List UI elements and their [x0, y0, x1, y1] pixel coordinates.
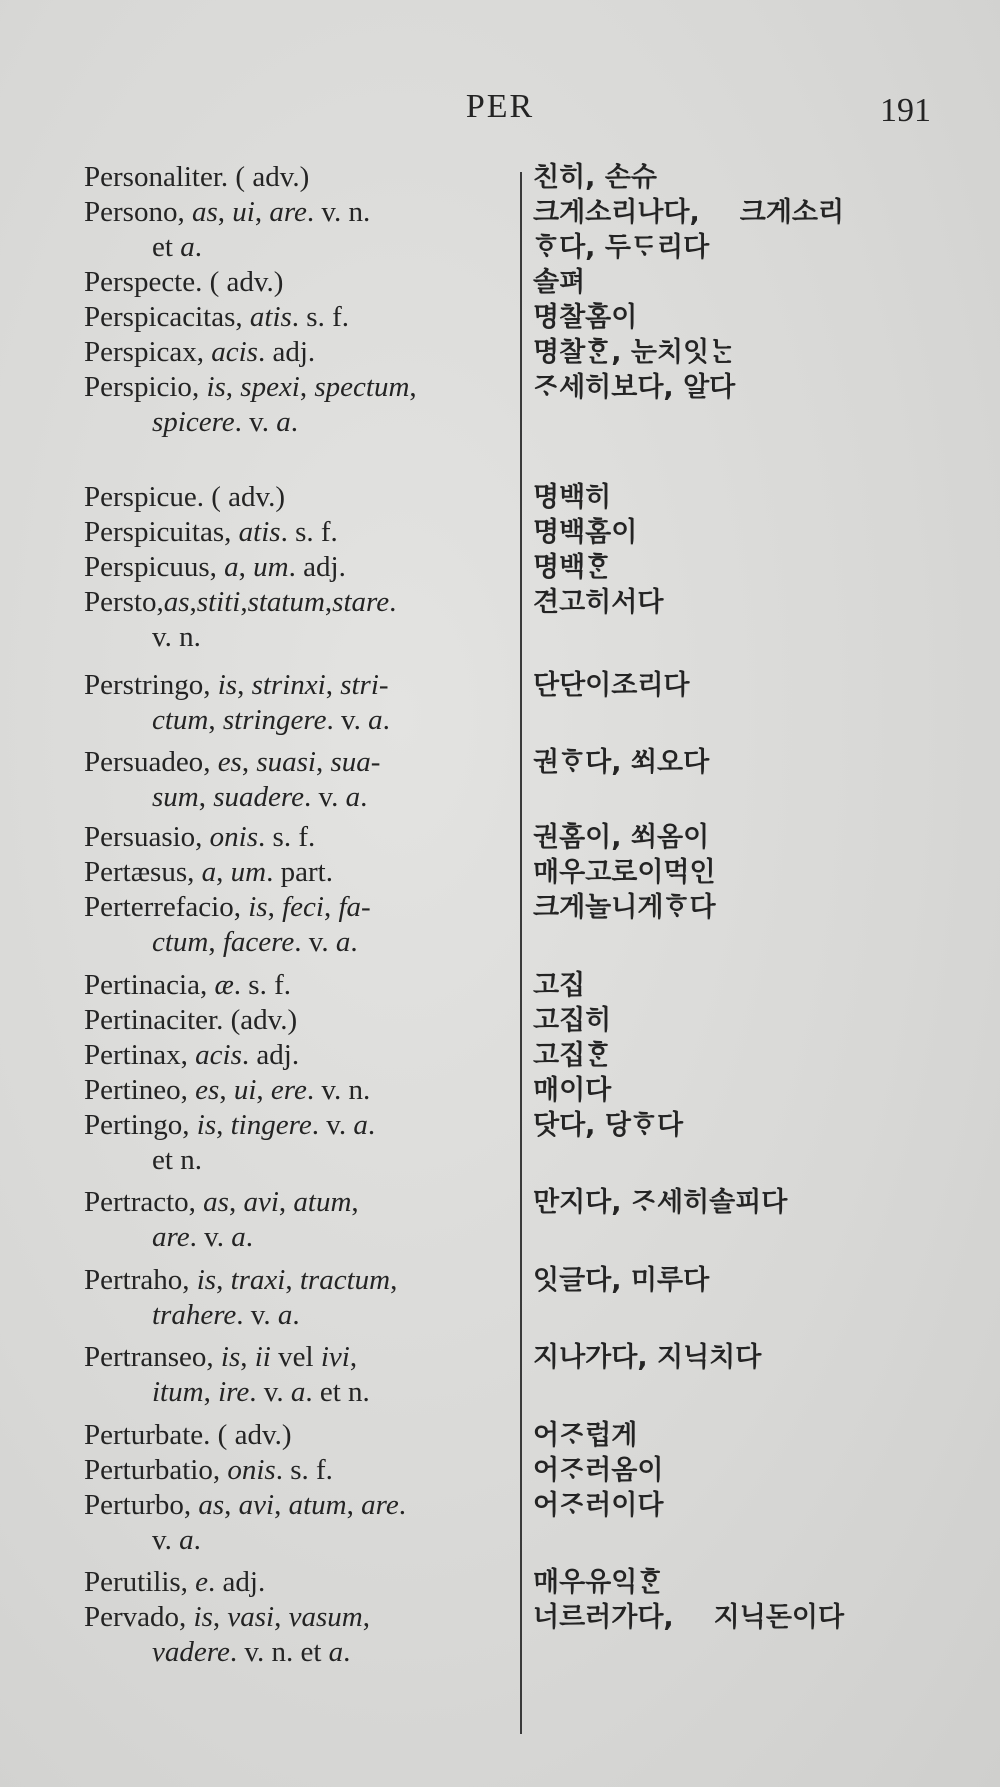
- latin-headword: [84, 855, 514, 890]
- latin-headword: [84, 1038, 514, 1073]
- latin-line: Perutilis, e. adj.: [84, 1566, 266, 1598]
- latin-line: Perterrefacio, is, feci, fa-: [84, 891, 371, 923]
- korean-gloss-text: 지나가다, 지닉치다: [533, 1342, 762, 1373]
- korean-gloss: [533, 820, 973, 855]
- latin-headword: [84, 1108, 514, 1178]
- korean-gloss: [533, 160, 973, 195]
- korean-gloss: [533, 370, 973, 405]
- latin-headword: [84, 195, 514, 265]
- latin-headword: [84, 1488, 514, 1558]
- korean-gloss-text: 어ᄌᆞ럽게: [533, 1420, 638, 1451]
- latin-line: Pertinacia, æ. s. f.: [84, 969, 292, 1001]
- latin-line: Perturbatio, onis. s. f.: [84, 1454, 333, 1486]
- korean-gloss: [533, 1038, 973, 1073]
- korean-gloss-text: 명백히: [533, 482, 612, 513]
- korean-gloss-text: 만지다, ᄌᆞ세히솔피다: [533, 1187, 788, 1218]
- latin-headword: [84, 1263, 514, 1333]
- korean-gloss: [533, 480, 973, 515]
- korean-gloss-text: ᄌᆞ세히보다, 알다: [533, 372, 736, 403]
- latin-headword: [84, 300, 514, 335]
- korean-gloss-text: 크게소리: [739, 197, 845, 228]
- korean-gloss: [533, 550, 973, 585]
- latin-line: Persono, as, ui, are. v. n.: [84, 196, 371, 228]
- korean-gloss: [533, 1185, 973, 1220]
- korean-gloss-text: 매우유익ᄒᆞᆫ: [533, 1567, 664, 1598]
- latin-line: Perspicax, acis. adj.: [84, 336, 316, 368]
- korean-gloss: [533, 1453, 973, 1488]
- korean-gloss-text: 단단이조리다: [533, 670, 690, 701]
- korean-gloss: [533, 968, 973, 1003]
- korean-gloss: [533, 230, 973, 265]
- latin-continuation: et a.: [152, 231, 202, 263]
- korean-gloss: [533, 1565, 973, 1600]
- korean-gloss-text: 어ᄌᆞ러이다: [533, 1490, 664, 1521]
- korean-gloss: [533, 668, 973, 703]
- latin-headword: [84, 1565, 514, 1600]
- latin-headword: [84, 1453, 514, 1488]
- latin-headword: [84, 1073, 514, 1108]
- korean-gloss: [533, 1263, 973, 1298]
- latin-line: Pertinaciter. (adv.): [84, 1004, 298, 1036]
- latin-headword: [84, 745, 514, 815]
- latin-continuation: trahere. v. a.: [152, 1299, 300, 1331]
- latin-continuation: ctum, facere. v. a.: [152, 926, 358, 958]
- korean-gloss-text: 닷다, 당ᄒᆞ다: [533, 1110, 684, 1141]
- latin-headword: [84, 265, 514, 300]
- korean-gloss: [533, 515, 973, 550]
- latin-headword: [84, 890, 514, 960]
- korean-gloss: [533, 890, 973, 925]
- korean-gloss: [533, 1108, 973, 1143]
- latin-headword: [84, 515, 514, 550]
- latin-line: Personaliter. ( adv.): [84, 161, 310, 193]
- korean-gloss-text: 친히, 손슈: [533, 162, 657, 193]
- latin-line: Perspicue. ( adv.): [84, 481, 286, 513]
- column-divider: [520, 172, 522, 1734]
- korean-gloss-text: 명찰홈이: [533, 302, 638, 333]
- korean-gloss: [533, 1003, 973, 1038]
- latin-line: Persuasio, onis. s. f.: [84, 821, 316, 853]
- korean-gloss-text: 지닉돈이다: [713, 1602, 845, 1633]
- latin-continuation: et n.: [152, 1144, 202, 1176]
- korean-gloss: [533, 265, 973, 300]
- latin-line: Pertinax, acis. adj.: [84, 1039, 300, 1071]
- korean-gloss-text: ᄒᆞ다, 두ᄃᆞ리다: [533, 232, 710, 263]
- korean-gloss-text: 고집히: [533, 1005, 612, 1036]
- latin-headword: [84, 668, 514, 738]
- latin-line: Persto,as,stiti,statum,stare.: [84, 586, 397, 618]
- latin-line: Perspecte. ( adv.): [84, 266, 284, 298]
- latin-line: Perturbate. ( adv.): [84, 1419, 292, 1451]
- latin-line: Pertracto, as, avi, atum,: [84, 1186, 359, 1218]
- latin-continuation: ctum, stringere. v. a.: [152, 704, 390, 736]
- latin-continuation: v. n.: [152, 621, 201, 653]
- korean-gloss: [533, 1340, 973, 1375]
- korean-gloss: [533, 195, 973, 230]
- latin-continuation: spicere. v. a.: [152, 406, 299, 438]
- latin-continuation: sum, suadere. v. a.: [152, 781, 368, 813]
- latin-line: Perspicuitas, atis. s. f.: [84, 516, 338, 548]
- korean-gloss-text: 솔펴: [533, 267, 586, 298]
- korean-gloss-text: 고집: [533, 970, 586, 1001]
- latin-line: Persuadeo, es, suasi, sua-: [84, 746, 381, 778]
- korean-gloss: [533, 1600, 973, 1635]
- latin-headword: [84, 1418, 514, 1453]
- korean-gloss-text: 크게소리나다,: [533, 197, 700, 228]
- latin-line: Pertraho, is, traxi, tractum,: [84, 1264, 398, 1296]
- running-header: PER: [465, 88, 535, 125]
- korean-gloss-text: 견고히서다: [533, 587, 664, 618]
- page-number: 191: [880, 92, 931, 129]
- latin-headword: [84, 550, 514, 585]
- latin-headword: [84, 820, 514, 855]
- latin-headword: [84, 585, 514, 655]
- latin-headword: [84, 335, 514, 370]
- korean-gloss: [533, 335, 973, 370]
- korean-gloss: [533, 855, 973, 890]
- latin-line: Perturbo, as, avi, atum, are.: [84, 1489, 406, 1521]
- latin-continuation: itum, ire. v. a. et n.: [152, 1376, 370, 1408]
- latin-line: Pertineo, es, ui, ere. v. n.: [84, 1074, 371, 1106]
- korean-gloss: [533, 585, 973, 620]
- korean-gloss-text: 잇글다, 미루다: [533, 1265, 710, 1296]
- korean-gloss-text: 명백홈이: [533, 517, 638, 548]
- korean-gloss: [533, 1488, 973, 1523]
- korean-gloss-text: 크게놀니게ᄒᆞ다: [533, 892, 716, 923]
- latin-line: Perspicio, is, spexi, spectum,: [84, 371, 417, 403]
- latin-headword: [84, 1185, 514, 1255]
- latin-headword: [84, 370, 514, 440]
- latin-line: Pertæsus, a, um. part.: [84, 856, 333, 888]
- latin-headword: [84, 480, 514, 515]
- latin-headword: [84, 1600, 514, 1670]
- latin-headword: [84, 160, 514, 195]
- latin-headword: [84, 968, 514, 1003]
- latin-line: Perspicuus, a, um. adj.: [84, 551, 346, 583]
- korean-gloss: [533, 1418, 973, 1453]
- korean-gloss-text: 명백ᄒᆞᆫ: [533, 552, 612, 583]
- korean-gloss: [533, 745, 973, 780]
- korean-gloss-text: 너르러가다,: [533, 1602, 674, 1633]
- korean-gloss-text: 권홈이, 쐬옴이: [533, 822, 710, 853]
- korean-gloss-text: 매우고로이먹인: [533, 857, 716, 888]
- korean-gloss-text: 고집ᄒᆞᆫ: [533, 1040, 612, 1071]
- korean-gloss-text: 명찰ᄒᆞᆫ, 눈치잇ᄂᆞᆫ: [533, 337, 736, 368]
- latin-continuation: v. a.: [152, 1524, 201, 1556]
- korean-gloss-text: 어ᄌᆞ러옴이: [533, 1455, 664, 1486]
- latin-line: Pertingo, is, tingere. v. a.: [84, 1109, 376, 1141]
- latin-continuation: vadere. v. n. et a.: [152, 1636, 351, 1668]
- korean-gloss-text: 권ᄒᆞ다, 쐬오다: [533, 747, 710, 778]
- latin-headword: [84, 1003, 514, 1038]
- latin-continuation: are. v. a.: [152, 1221, 253, 1253]
- latin-line: Perspicacitas, atis. s. f.: [84, 301, 350, 333]
- korean-gloss: [533, 1073, 973, 1108]
- korean-gloss: [533, 300, 973, 335]
- korean-gloss-text: 매이다: [533, 1075, 612, 1106]
- latin-headword: [84, 1340, 514, 1410]
- latin-line: Pervado, is, vasi, vasum,: [84, 1601, 370, 1633]
- latin-line: Perstringo, is, strinxi, stri-: [84, 669, 389, 701]
- latin-line: Pertranseo, is, ii vel ivi,: [84, 1341, 358, 1373]
